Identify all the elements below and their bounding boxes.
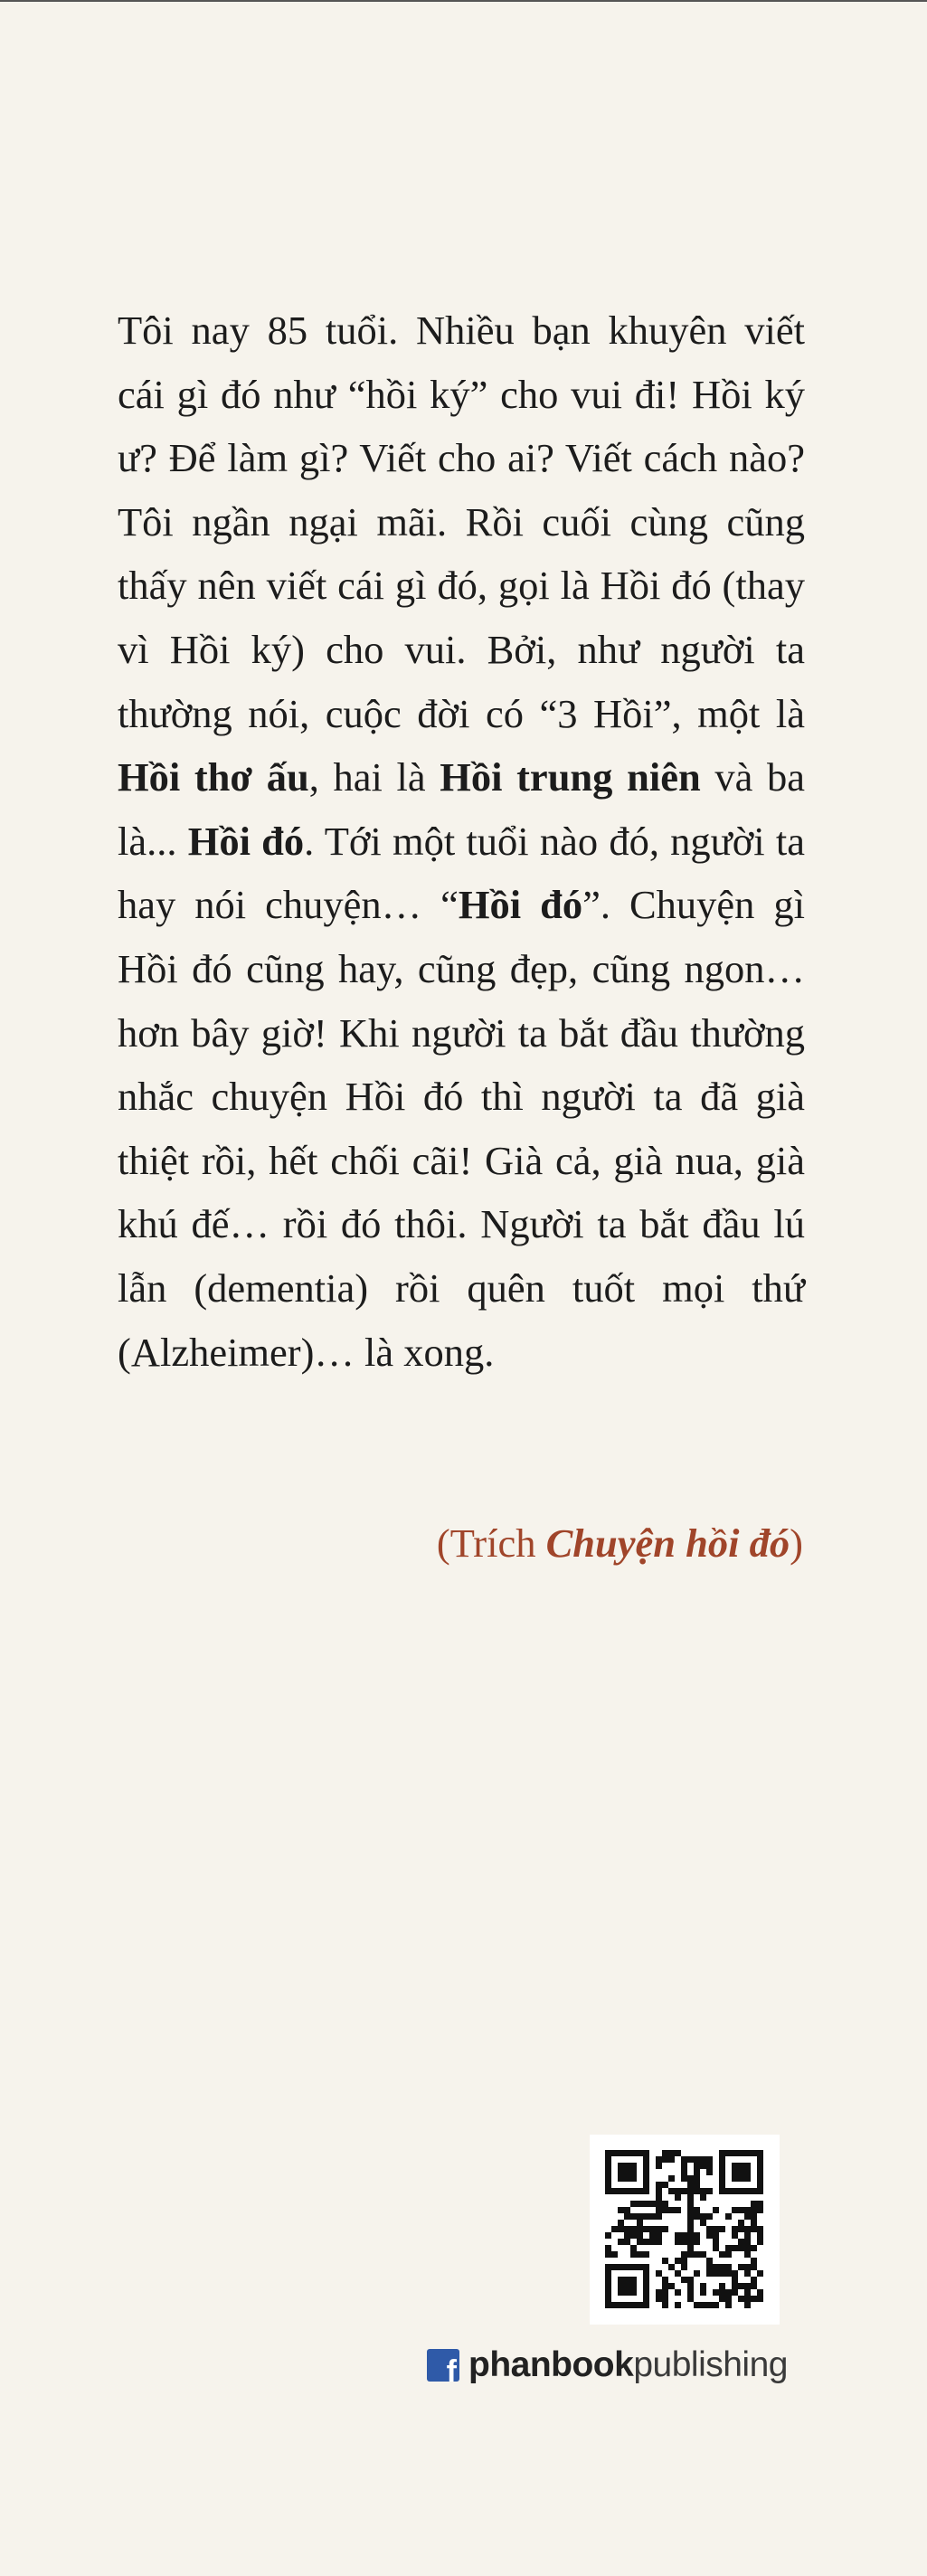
qr-code[interactable]	[590, 2135, 780, 2325]
publisher-logo[interactable]	[427, 2344, 788, 2386]
citation-book-title: Chuyện hồi đó	[545, 1520, 790, 1566]
citation	[437, 1520, 803, 1567]
excerpt-bold-hoi-tho-au: Hồi thơ ấu	[118, 754, 309, 800]
excerpt-bold-hoi-trung-nien: Hồi trung niên	[440, 754, 701, 800]
publisher-name-strong: phanbook	[468, 2345, 634, 2384]
facebook-icon: f	[427, 2349, 459, 2382]
top-border-line	[0, 0, 927, 2]
excerpt-bold-hoi-do-2: Hồi đó	[458, 882, 583, 928]
excerpt-text-2: , hai là	[308, 754, 440, 800]
excerpt-text-5: ”. Chuyện gì Hồi đó cũng hay, cũng đẹp, cũng ngon… hơn bây giờ! Khi người ta bắt đầu thường nhắc chuyện Hồi đó thì người ta đã già thiệt rồi, hết chối cãi! Già cả, già nua, già khú đế… rồi đó thôi. Người ta bắt đầu lú lẫn (dementia) rồi quên tuốt mọi thứ (Alzheimer)… là xong.	[118, 882, 805, 1375]
excerpt-text-1: Tôi nay 85 tuổi. Nhiều bạn khuyên viết cái gì đó như “hồi ký” cho vui đi! Hồi ký ư? Để làm gì? Viết cho ai? Viết cách nào? Tôi ngần ngại mãi. Rồi cuối cùng cũng thấy nên viết cái gì đó, gọi là Hồi đó (thay vì Hồi ký) cho vui. Bởi, như người ta thường nói, cuộc đời có “3 Hồi”, một là	[118, 308, 805, 736]
excerpt-text-4: . Tới một tuổi nào đó, người ta hay nói chuyện… “	[118, 818, 805, 928]
excerpt-paragraph	[118, 298, 805, 1384]
qr-code-graphic	[590, 2135, 780, 2325]
citation-prefix: (Trích	[436, 1520, 546, 1566]
citation-suffix: )	[790, 1520, 803, 1566]
publisher-name-light: publishing	[633, 2345, 788, 2384]
excerpt-bold-hoi-do-1: Hồi đó	[187, 818, 305, 864]
excerpt-text-3: và ba là...	[118, 754, 805, 864]
